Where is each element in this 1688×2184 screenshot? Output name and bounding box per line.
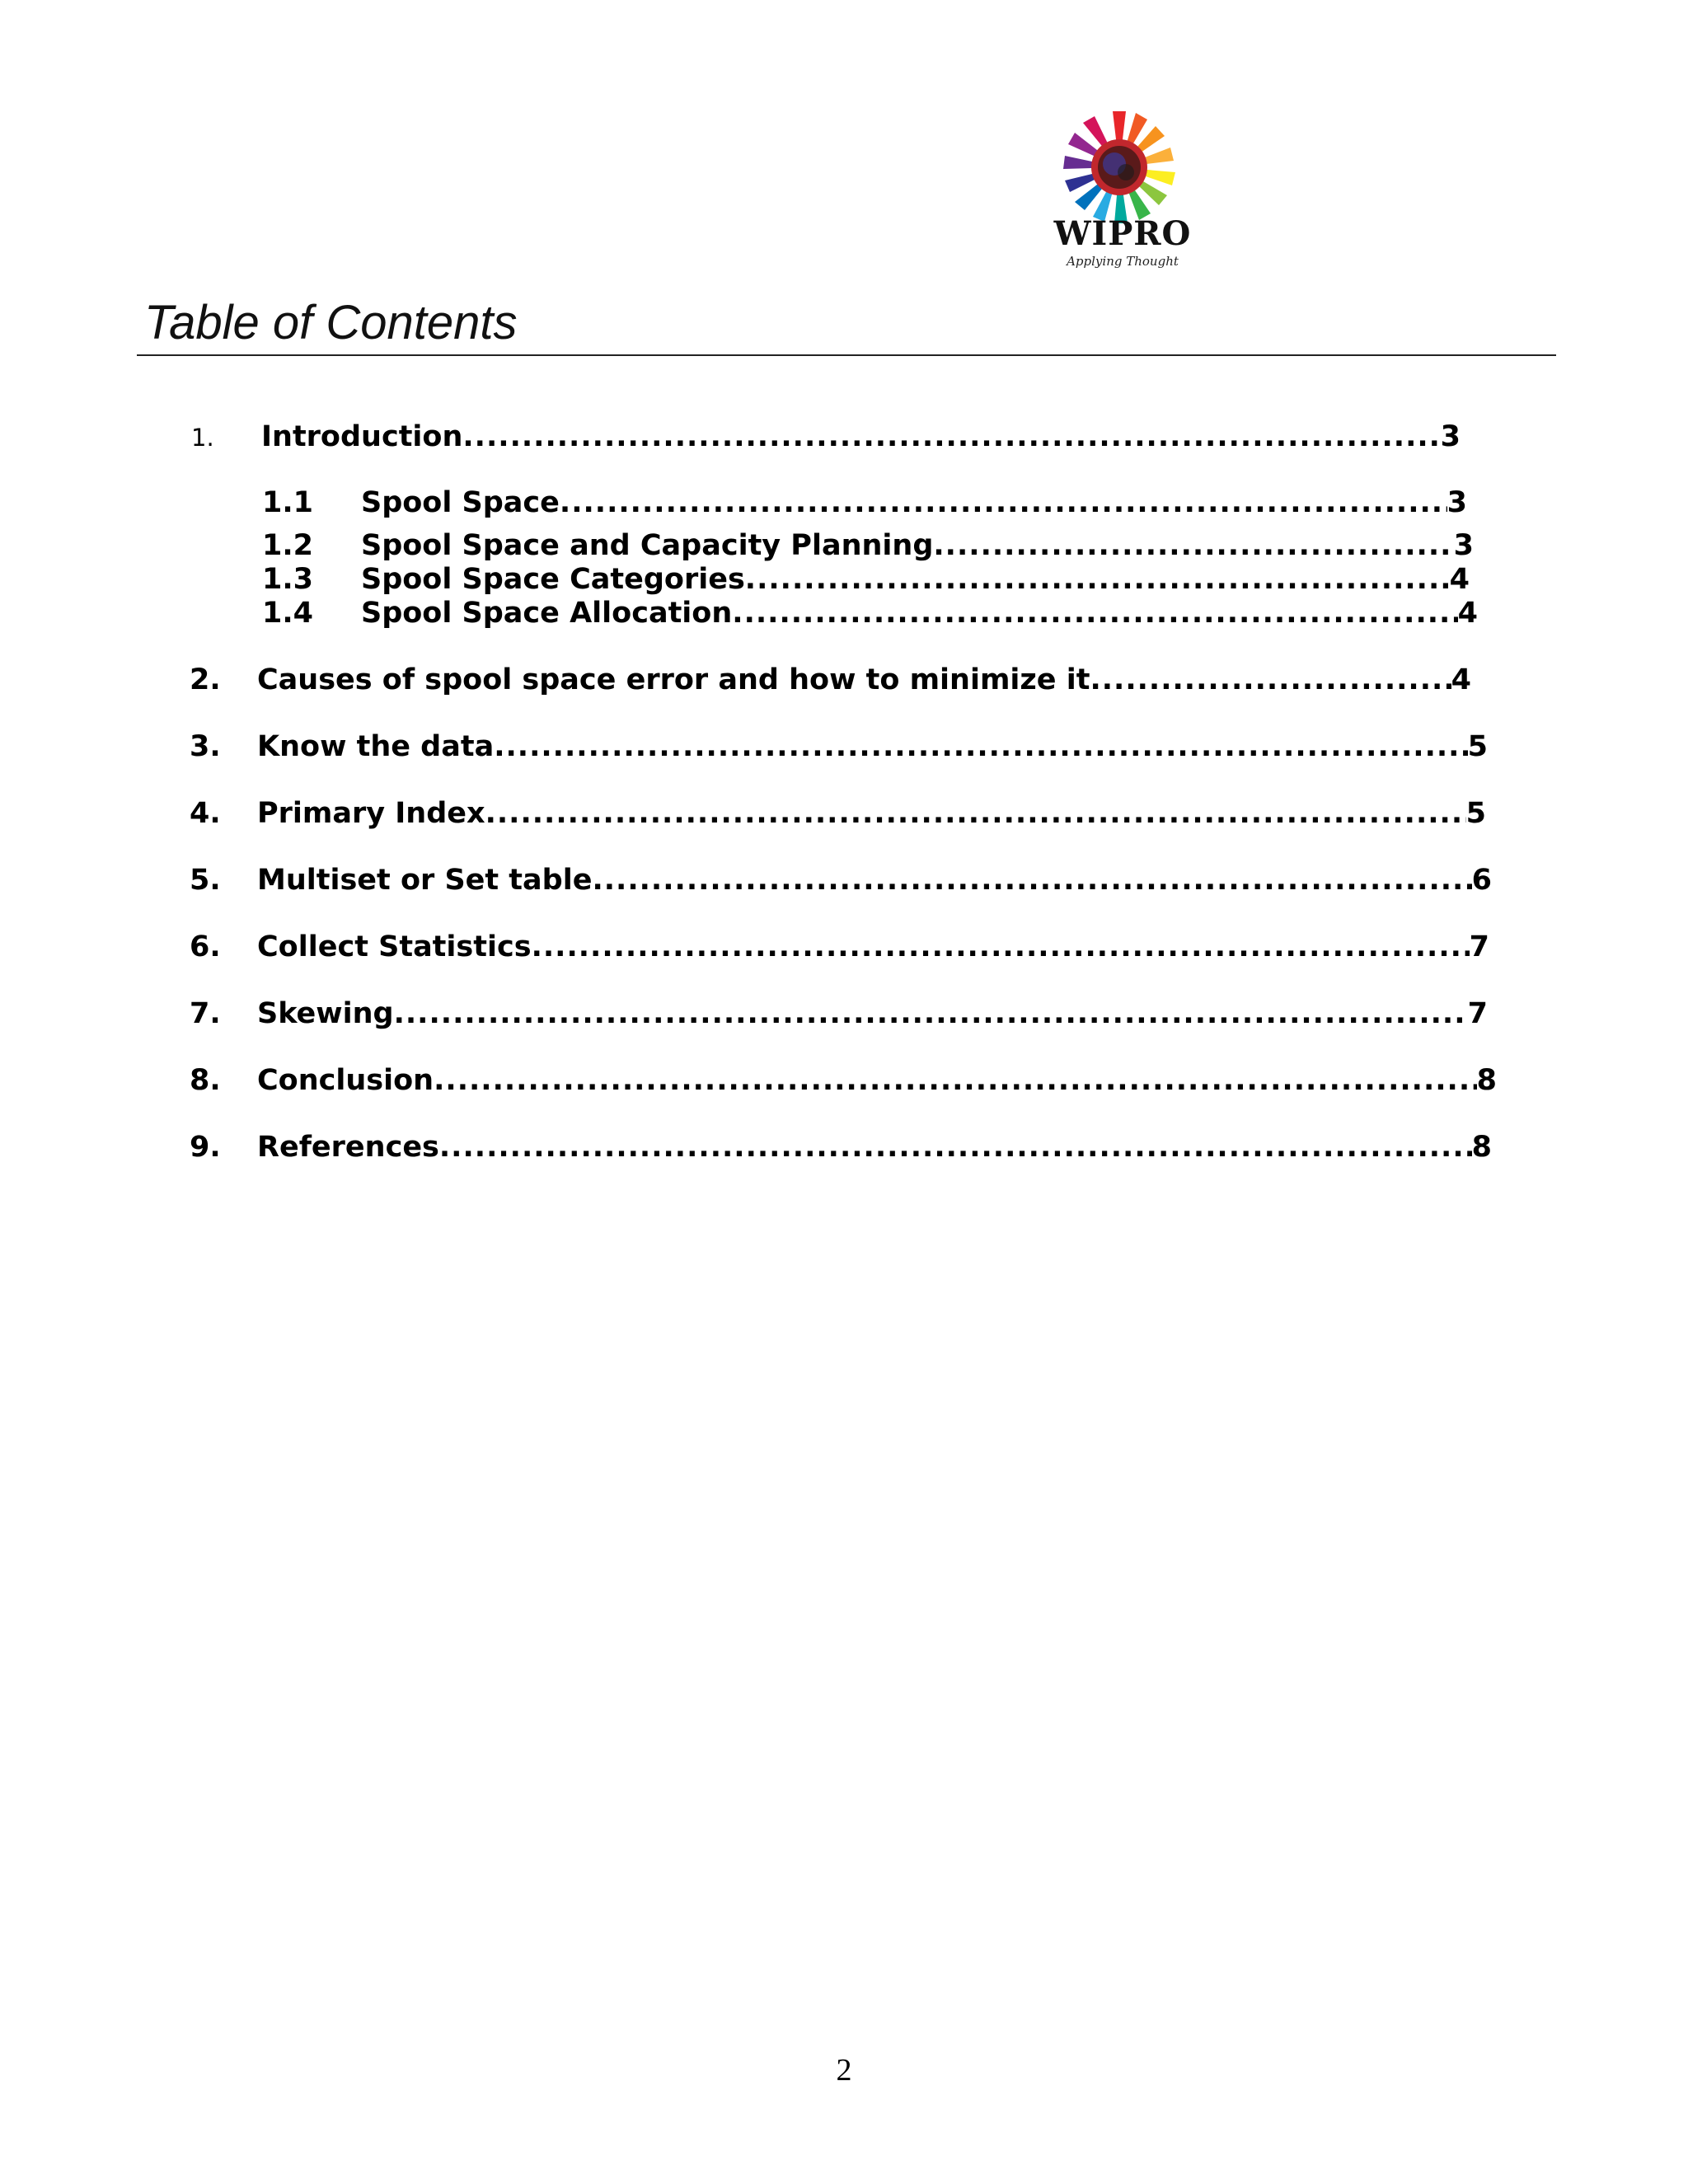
toc-entry-collect-statistics[interactable]: [190, 929, 1489, 965]
toc-entry-label: References: [257, 1131, 439, 1164]
toc-entry-label: Conclusion: [257, 1064, 434, 1097]
toc-leader-dots: [592, 862, 1471, 898]
toc-leader-dots: [933, 527, 1453, 564]
toc-entry-page: 6: [1471, 864, 1492, 897]
toc-leader-dots: [439, 1129, 1472, 1165]
toc-entry-label: Primary Index: [257, 797, 485, 830]
toc-leader-dots: [462, 419, 1440, 455]
toc-entry-number: 2.: [190, 663, 221, 696]
logo-wordmark: WIPRO: [1053, 214, 1192, 253]
toc-entry-spool-space-allocation[interactable]: [262, 595, 1478, 631]
toc-entry-number: 8.: [190, 1064, 221, 1097]
toc-entry-skewing[interactable]: [190, 996, 1488, 1032]
toc-entry-spool-space[interactable]: [262, 485, 1467, 521]
toc-leader-dots: [732, 595, 1457, 631]
toc-entry-label: Spool Space Categories: [361, 563, 745, 596]
toc-leader-dots: [745, 561, 1450, 598]
toc-leader-dots: [532, 929, 1470, 965]
toc-entry-label: Multiset or Set table: [257, 864, 593, 897]
toc-entry-number: 1.1: [262, 486, 314, 519]
toc-entry-number: 1.2: [262, 529, 314, 562]
toc-leader-dots: [560, 485, 1447, 521]
toc-leader-dots: [494, 729, 1467, 765]
toc-leader-dots: [1090, 662, 1451, 698]
toc-entry-label: Causes of spool space error and how to minimize it: [257, 663, 1090, 696]
toc-entry-page: 5: [1465, 797, 1486, 830]
toc-entry-number: 7.: [190, 997, 221, 1030]
toc-entry-label: Introduction: [261, 420, 463, 453]
page-title: Table of Contents: [144, 296, 518, 349]
toc-entry-multiset-or-set-table[interactable]: [190, 862, 1492, 898]
toc-entry-spool-space-categories[interactable]: [262, 561, 1470, 598]
toc-entry-references[interactable]: [190, 1129, 1492, 1165]
page-number: 2: [836, 2053, 852, 2088]
toc-entry-primary-index[interactable]: [190, 795, 1486, 832]
toc-entry-causes-of-spool-space-error[interactable]: [190, 662, 1471, 698]
toc-entry-page: 3: [1453, 529, 1474, 562]
toc-entry-page: 3: [1440, 420, 1461, 453]
toc-entry-label: Collect Statistics: [257, 930, 532, 963]
toc-entry-page: 4: [1457, 597, 1478, 630]
toc-entry-introduction[interactable]: [191, 419, 1461, 456]
toc-entry-page: 5: [1467, 730, 1488, 763]
title-divider: [137, 354, 1556, 356]
toc-entry-number: 6.: [190, 930, 221, 963]
toc-entry-page: 4: [1451, 663, 1471, 696]
toc-entry-number: 1.4: [262, 597, 314, 630]
toc-entry-know-the-data[interactable]: [190, 729, 1488, 765]
toc-entry-label: Spool Space: [361, 486, 560, 519]
toc-entry-label: Know the data: [257, 730, 495, 763]
toc-entry-label: Spool Space and Capacity Planning: [361, 529, 934, 562]
toc-leader-dots: [434, 1062, 1477, 1099]
toc-entry-page: 8: [1476, 1064, 1497, 1097]
toc-entry-page: 4: [1449, 563, 1470, 596]
toc-entry-number: 4.: [190, 797, 221, 830]
toc-entry-number: 1.3: [262, 563, 314, 596]
toc-entry-conclusion[interactable]: [190, 1062, 1497, 1099]
toc-entry-number: 1.: [191, 424, 214, 452]
toc-leader-dots: [485, 795, 1466, 832]
toc-entry-capacity-planning[interactable]: [262, 527, 1474, 564]
toc-entry-number: 5.: [190, 864, 221, 897]
logo-tagline: Applying Thought: [1067, 254, 1179, 269]
toc-entry-page: 7: [1467, 997, 1488, 1030]
toc-entry-number: 3.: [190, 730, 221, 763]
toc-entry-label: Skewing: [257, 997, 394, 1030]
toc-entry-page: 8: [1471, 1131, 1492, 1164]
toc-entry-number: 9.: [190, 1131, 221, 1164]
toc-entry-label: Spool Space Allocation: [361, 597, 733, 630]
toc-leader-dots: [394, 996, 1468, 1032]
toc-entry-page: 3: [1447, 486, 1467, 519]
toc-entry-page: 7: [1469, 930, 1489, 963]
